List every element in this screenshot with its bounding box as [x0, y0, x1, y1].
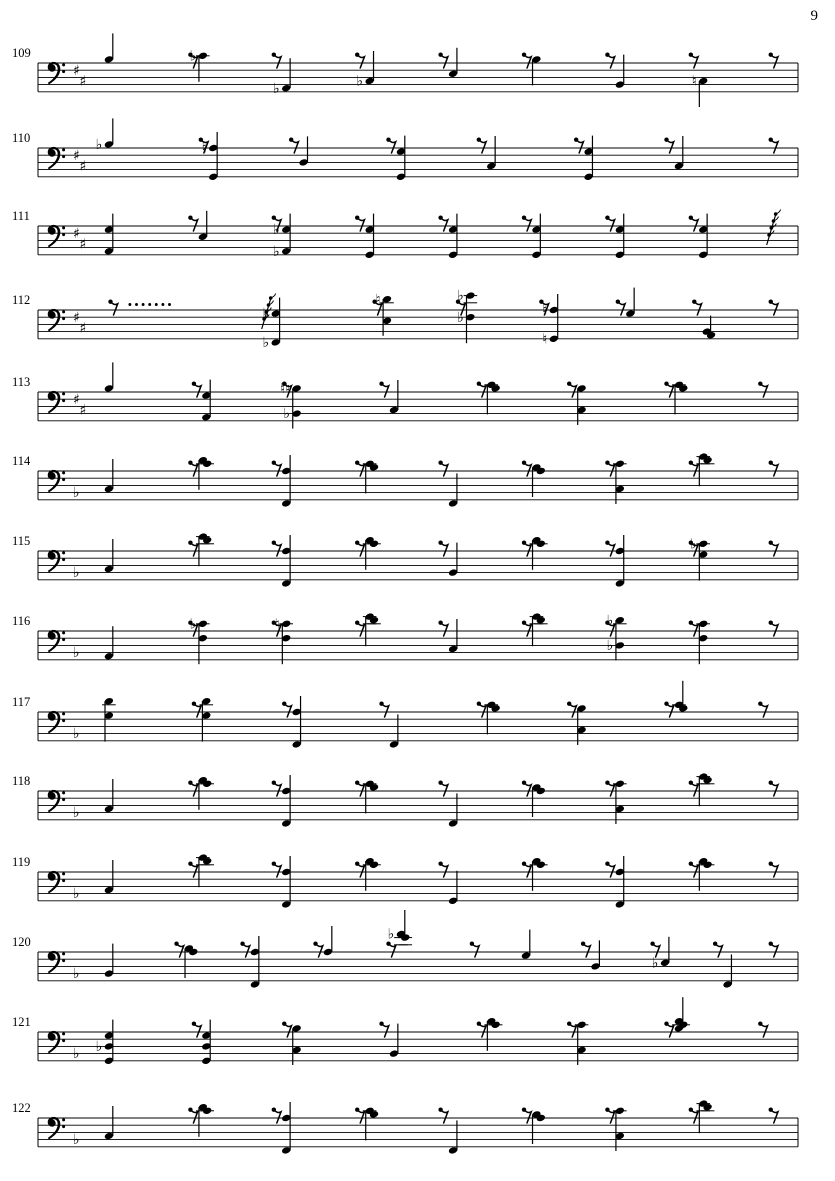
- svg-text:♭: ♭: [73, 805, 80, 822]
- svg-text:♮♮: ♮♮: [280, 381, 291, 397]
- measure-number: 110: [12, 131, 31, 145]
- svg-text:♭: ♭: [73, 645, 80, 662]
- svg-text:♭: ♭: [73, 565, 80, 582]
- staff-122: [12, 1099, 798, 1154]
- staff-110: [12, 118, 798, 181]
- svg-text:♭: ♭: [356, 73, 364, 90]
- measure-number: 116: [12, 614, 31, 628]
- svg-text:♭: ♭: [73, 726, 80, 743]
- svg-text:♯: ♯: [73, 62, 80, 79]
- measure-number: 115: [12, 534, 31, 548]
- staff-113: [12, 362, 798, 428]
- measure-number: 111: [12, 209, 30, 223]
- svg-text:♯: ♯: [79, 402, 87, 419]
- svg-text:♭: ♭: [73, 1046, 80, 1063]
- svg-text:♮: ♮: [375, 291, 381, 308]
- measure-number: 121: [12, 1015, 31, 1029]
- svg-text:♯: ♯: [79, 73, 87, 90]
- staff-120: [12, 910, 798, 989]
- measure-number: 120: [12, 935, 31, 949]
- svg-text:♯: ♯: [73, 309, 80, 326]
- svg-text:♭: ♭: [273, 222, 280, 239]
- svg-text:♭: ♭: [73, 485, 80, 502]
- svg-text:♭: ♭: [273, 243, 280, 260]
- svg-text:♭: ♭: [606, 612, 614, 629]
- svg-text:♮: ♮: [542, 302, 548, 319]
- svg-text:♭: ♭: [606, 638, 614, 654]
- svg-text:♯: ♯: [79, 236, 87, 253]
- svg-text:♯: ♯: [73, 225, 80, 242]
- svg-text:♭: ♭: [73, 1132, 80, 1149]
- staff-116: [12, 612, 798, 664]
- svg-text:♭: ♭: [262, 306, 270, 323]
- svg-text:♭: ♭: [189, 616, 197, 633]
- svg-text:♭: ♭: [95, 137, 103, 153]
- svg-text:♮: ♮: [274, 616, 280, 633]
- svg-text:♮: ♮: [691, 73, 697, 90]
- svg-text:♭: ♭: [73, 966, 80, 983]
- staff-118: [12, 772, 798, 827]
- measure-number: 122: [12, 1101, 31, 1115]
- measure-number: 114: [12, 454, 31, 468]
- staff-119: [12, 853, 798, 908]
- staff-109: [12, 33, 798, 107]
- svg-text:♭: ♭: [651, 955, 659, 972]
- page-number: 9: [810, 8, 818, 24]
- svg-text:♯: ♯: [79, 320, 87, 337]
- svg-text:♭: ♭: [690, 536, 697, 553]
- measure-number: 119: [12, 855, 31, 869]
- staff-112: [12, 288, 798, 351]
- measure-number: 112: [12, 293, 31, 307]
- staff-117: [12, 681, 798, 749]
- measure-number: 117: [12, 695, 31, 709]
- staff-114: [12, 452, 798, 507]
- measure-number: 113: [12, 375, 31, 389]
- staff-111: [12, 209, 798, 260]
- svg-text:♭: ♭: [283, 406, 291, 423]
- svg-text:♭: ♭: [457, 309, 464, 326]
- svg-text:♯: ♯: [79, 158, 87, 175]
- staff-121: [12, 997, 798, 1065]
- measure-number: 118: [12, 774, 31, 788]
- svg-text:♭: ♭: [273, 80, 280, 97]
- svg-text:♭: ♭: [73, 886, 80, 903]
- svg-text:♭: ♭: [262, 335, 270, 351]
- svg-text:♮: ♮: [201, 140, 207, 157]
- staff-115: [12, 532, 798, 587]
- svg-text:♯: ♯: [73, 147, 80, 164]
- svg-text:♭: ♭: [457, 288, 464, 305]
- svg-text:♮: ♮: [542, 331, 548, 348]
- svg-text:♯: ♯: [73, 391, 80, 408]
- measure-number: 109: [12, 46, 31, 60]
- svg-text:♭: ♭: [95, 1039, 103, 1055]
- svg-text:♭: ♭: [387, 926, 395, 943]
- svg-text:♭: ♭: [189, 48, 197, 65]
